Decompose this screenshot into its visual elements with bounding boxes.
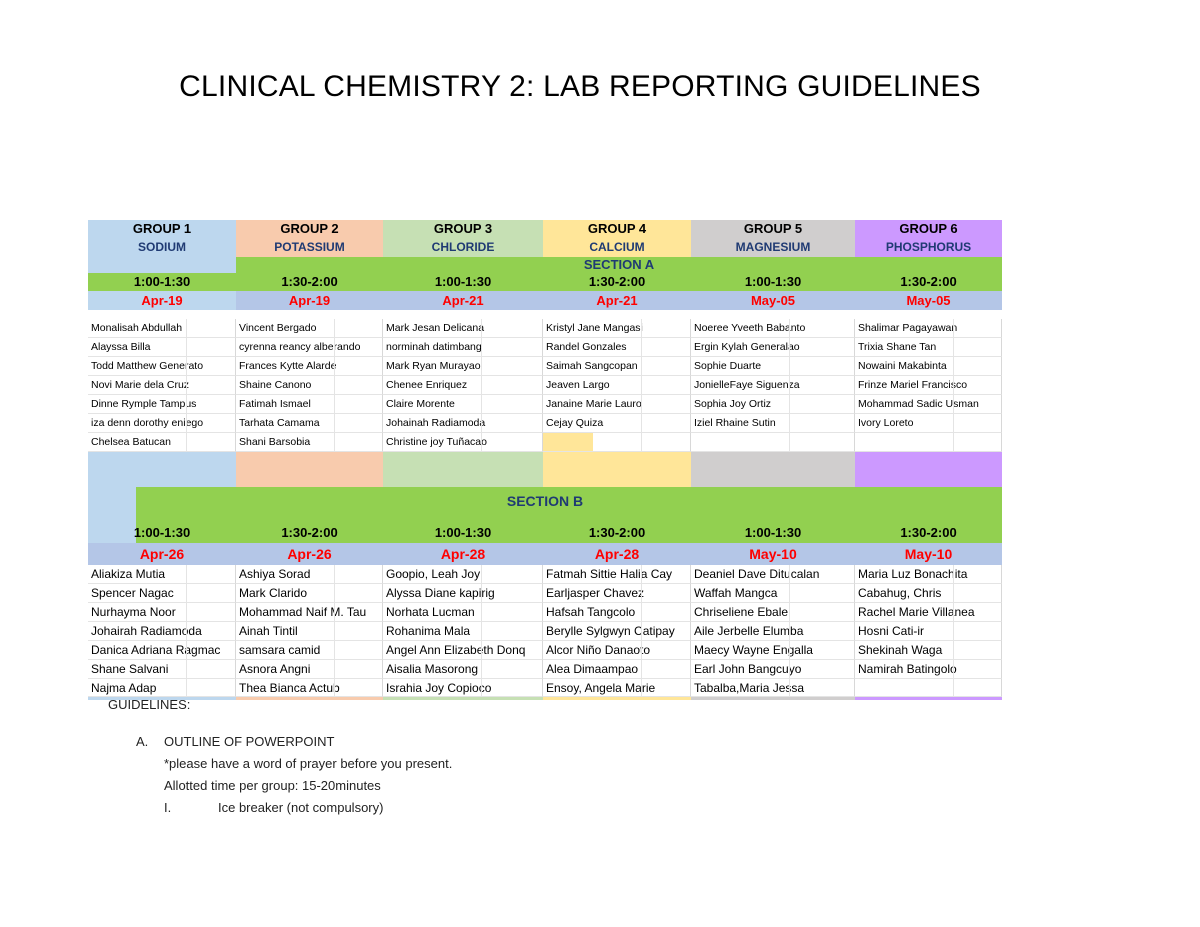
group-header: GROUP 4: [543, 220, 691, 238]
member-name: Alea Dimaampao: [543, 660, 691, 679]
group-color-strip: [855, 697, 1002, 700]
member-name: Thea Bianca Actub: [236, 679, 383, 697]
member-name: Sophie Duarte: [691, 357, 855, 376]
section-b-time: 1:30-2:00: [236, 522, 383, 543]
section-b-date: Apr-26: [88, 543, 236, 565]
member-name: Jeaven Largo: [543, 376, 691, 395]
member-name: [543, 433, 691, 452]
member-name: Frances Kytte Alarde: [236, 357, 383, 376]
member-name: Vincent Bergado: [236, 319, 383, 338]
member-name: Mohammad Naif M. Tau: [236, 603, 383, 622]
member-name: Todd Matthew Generato: [88, 357, 236, 376]
guideline-a-text: OUTLINE OF POWERPOINT: [164, 734, 335, 749]
guideline-a-marker: A.: [136, 734, 149, 749]
member-name: Ainah Tintil: [236, 622, 383, 641]
section-b-time: 1:00-1:30: [691, 522, 855, 543]
member-name: Rachel Marie Villanea: [855, 603, 1002, 622]
member-name: Alayssa Billa: [88, 338, 236, 357]
member-name: Asnora Angni: [236, 660, 383, 679]
member-name: Najma Adap: [88, 679, 236, 697]
guideline-note: *please have a word of prayer before you present.: [164, 756, 453, 771]
member-name: samsara camid: [236, 641, 383, 660]
member-name: iza denn dorothy eniego: [88, 414, 236, 433]
member-name: Shani Barsobia: [236, 433, 383, 452]
member-name: Randel Gonzales: [543, 338, 691, 357]
member-name: Fatimah Ismael: [236, 395, 383, 414]
group-element: SODIUM: [88, 238, 236, 257]
member-name: Chelsea Batucan: [88, 433, 236, 452]
group-color-block: [543, 452, 691, 487]
member-name: Maecy Wayne Engalla: [691, 641, 855, 660]
member-name: Shekinah Waga: [855, 641, 1002, 660]
section-b-label: SECTION B: [136, 487, 1002, 522]
section-a-date: May-05: [855, 291, 1002, 310]
member-name: Namirah Batingolo: [855, 660, 1002, 679]
section-a-time: 1:00-1:30: [383, 273, 543, 291]
member-name: Janaine Marie Lauro: [543, 395, 691, 414]
member-name: Johairah Radiamoda: [88, 622, 236, 641]
member-name: Deaniel Dave Ditucalan: [691, 565, 855, 584]
member-name: Norhata Lucman: [383, 603, 543, 622]
member-name: JonielleFaye Siguenza: [691, 376, 855, 395]
section-a-time: 1:00-1:30: [88, 273, 236, 291]
group-color-block: [236, 452, 383, 487]
guideline-allotted-time: Allotted time per group: 15-20minutes: [164, 778, 381, 793]
section-a-date: Apr-19: [236, 291, 383, 310]
guideline-i-marker: I.: [164, 800, 172, 815]
section-b-time: 1:00-1:30: [383, 522, 543, 543]
group-element: PHOSPHORUS: [855, 238, 1002, 257]
group-color-strip: [691, 697, 855, 700]
member-name: Tabalba,Maria Jessa: [691, 679, 855, 697]
group-color-block: [691, 452, 855, 487]
member-name: Goopio, Leah Joy: [383, 565, 543, 584]
member-name: Mark Jesan Delicana: [383, 319, 543, 338]
member-name: Novi Marie dela Cruz: [88, 376, 236, 395]
member-name: Chriseliene Ebale: [691, 603, 855, 622]
section-a-time: 1:00-1:30: [691, 273, 855, 291]
section-a-time: 1:30-2:00: [236, 273, 383, 291]
member-name: Angel Ann Elizabeth Donq: [383, 641, 543, 660]
section-b-time: 1:00-1:30: [88, 522, 236, 543]
group-color-block: [383, 452, 543, 487]
section-b-date: May-10: [855, 543, 1002, 565]
member-name: Tarhata Camama: [236, 414, 383, 433]
member-name: cyrenna reancy alberando: [236, 338, 383, 357]
group-header: GROUP 5: [691, 220, 855, 238]
section-a-time: 1:30-2:00: [855, 273, 1002, 291]
member-name: Mark Clarido: [236, 584, 383, 603]
section-a-date: May-05: [691, 291, 855, 310]
group-element: CALCIUM: [543, 238, 691, 257]
member-name: Israhia Joy Copioco: [383, 679, 543, 697]
member-name: Kristyl Jane Mangasi: [543, 319, 691, 338]
spacer: [543, 310, 691, 319]
member-name: Earljasper Chavez: [543, 584, 691, 603]
member-name: Nowaini Makabinta: [855, 357, 1002, 376]
member-name: Hafsah Tangcolo: [543, 603, 691, 622]
member-name: Shalimar Pagayawan: [855, 319, 1002, 338]
spacer: [88, 310, 236, 319]
section-b-date: Apr-28: [543, 543, 691, 565]
member-name: Alyssa Diane kapirig: [383, 584, 543, 603]
member-name: Aisalia Masorong: [383, 660, 543, 679]
member-name: Trixia Shane Tan: [855, 338, 1002, 357]
group-color-strip: [383, 697, 543, 700]
member-name: Shane Salvani: [88, 660, 236, 679]
member-name: Monalisah Abdullah: [88, 319, 236, 338]
member-name: Dinne Rymple Tampus: [88, 395, 236, 414]
member-name: Waffah Mangca: [691, 584, 855, 603]
group1-strip: [88, 257, 236, 273]
member-name: Fatmah Sittie Halia Cay: [543, 565, 691, 584]
member-name: Saimah Sangcopan: [543, 357, 691, 376]
group-header: GROUP 1: [88, 220, 236, 238]
section-a-time: 1:30-2:00: [543, 273, 691, 291]
section-b-date: Apr-28: [383, 543, 543, 565]
member-name: Chenee Enriquez: [383, 376, 543, 395]
section-b-date: May-10: [691, 543, 855, 565]
member-name: Aliakiza Mutia: [88, 565, 236, 584]
group-element: CHLORIDE: [383, 238, 543, 257]
section-a-label: SECTION A: [236, 257, 1002, 273]
member-name: Frinze Mariel Francisco: [855, 376, 1002, 395]
member-name: Nurhayma Noor: [88, 603, 236, 622]
member-name: Ergin Kylah Generalao: [691, 338, 855, 357]
schedule-table: [88, 220, 1002, 695]
spacer: [855, 310, 1002, 319]
member-name: Shaine Canono: [236, 376, 383, 395]
member-name: Cabahug, Chris: [855, 584, 1002, 603]
section-b-time: 1:30-2:00: [543, 522, 691, 543]
spacer: [236, 310, 383, 319]
group-header: GROUP 2: [236, 220, 383, 238]
member-name: norminah datimbang: [383, 338, 543, 357]
section-b-time: 1:30-2:00: [855, 522, 1002, 543]
member-name: Cejay Quiza: [543, 414, 691, 433]
member-name: [691, 433, 855, 452]
member-name: Earl John Bangcuyo: [691, 660, 855, 679]
group-color-strip: [236, 697, 383, 700]
member-name: Sophia Joy Ortiz: [691, 395, 855, 414]
member-name: Ensoy, Angela Marie: [543, 679, 691, 697]
member-name: Mark Ryan Murayao: [383, 357, 543, 376]
group-color-block: [88, 452, 236, 487]
member-name: Rohanima Mala: [383, 622, 543, 641]
member-name: [855, 433, 1002, 452]
member-name: Hosni Cati-ir: [855, 622, 1002, 641]
member-name: Claire Morente: [383, 395, 543, 414]
group-header: GROUP 3: [383, 220, 543, 238]
member-name: Iziel Rhaine Sutin: [691, 414, 855, 433]
group-element: POTASSIUM: [236, 238, 383, 257]
section-b-date: Apr-26: [236, 543, 383, 565]
group-header: GROUP 6: [855, 220, 1002, 238]
section-a-date: Apr-21: [383, 291, 543, 310]
member-name: Ivory Loreto: [855, 414, 1002, 433]
member-name: Johainah Radiamoda: [383, 414, 543, 433]
member-name: Aile Jerbelle Elumba: [691, 622, 855, 641]
section-a-date: Apr-21: [543, 291, 691, 310]
page-title: CLINICAL CHEMISTRY 2: LAB REPORTING GUIDELINES: [179, 70, 981, 103]
member-name: Maria Luz Bonachita: [855, 565, 1002, 584]
member-name: Alcor Niño Danaoto: [543, 641, 691, 660]
spacer: [383, 310, 543, 319]
member-name: Danica Adriana Ragmac: [88, 641, 236, 660]
guidelines-heading: GUIDELINES:: [108, 697, 191, 712]
guideline-i-text: Ice breaker (not compulsory): [218, 800, 384, 815]
member-name: Berylle Sylgwyn Catipay: [543, 622, 691, 641]
member-name: Noeree Yveeth Babanto: [691, 319, 855, 338]
group-element: MAGNESIUM: [691, 238, 855, 257]
member-name: Spencer Nagac: [88, 584, 236, 603]
section-a-date: Apr-19: [88, 291, 236, 310]
group-color-block: [855, 452, 1002, 487]
spacer: [691, 310, 855, 319]
member-name: Christine joy Tuñacao: [383, 433, 543, 452]
group-color-strip: [543, 697, 691, 700]
member-name: [855, 679, 1002, 697]
member-name: Mohammad Sadic Usman: [855, 395, 1002, 414]
member-name: Ashiya Sorad: [236, 565, 383, 584]
